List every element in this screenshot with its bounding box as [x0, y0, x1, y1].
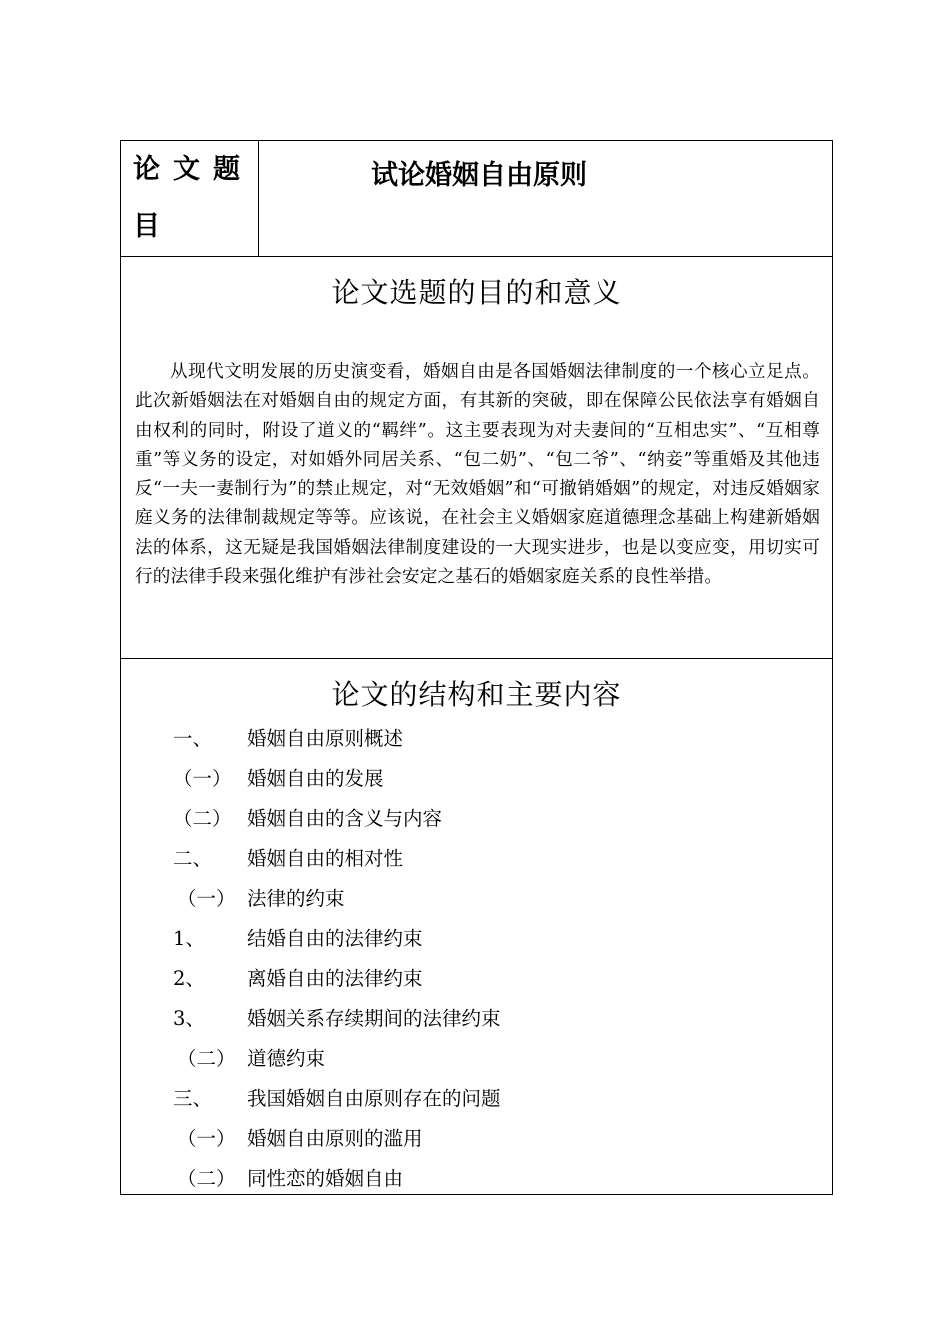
outline-number: （二）	[173, 807, 232, 830]
thesis-title-row	[121, 141, 832, 256]
outline-number: 一、	[173, 727, 213, 750]
outline-number: （一）	[177, 1127, 236, 1150]
outline-text: 我国婚姻自由原则存在的问题	[247, 1087, 501, 1110]
outline-text: 婚姻自由的相对性	[247, 847, 404, 870]
outline-item	[121, 797, 832, 837]
outline-item	[121, 917, 832, 957]
purpose-paragraph: 从现代文明发展的历史演变看，婚姻自由是各国婚姻法律制度的一个核心立足点。此次新婚姻法在对婚姻自由的规定方面，有其新的突破，即在保障公民依法享有婚姻自由权利的同时，附设了道义的“羁绊”。这主要表现为对夫妻间的“互相忠实”、“互相尊重”等义务的设定，对如婚外同居关系、“包二奶”、“包二爷”、“纳妾”等重婚及其他违反“一夫一妻制行为”的禁止规定，对“无效婚姻”和“可撤销婚姻”的规定，对违反婚姻家庭义务的法律制裁规定等等。应该说，在社会主义婚姻家庭道德理念基础上构建新婚姻法的体系，这无疑是我国婚姻法律制度建设的一大现实进步，也是以变应变，用切实可行的法律手段来强化维护有涉社会安定之基石的婚姻家庭关系的良性举措。	[135, 362, 820, 588]
thesis-proposal-table	[120, 140, 833, 1195]
outline-number: 三、	[173, 1087, 213, 1110]
outline-number: 二、	[173, 847, 213, 870]
outline-number: （一）	[173, 767, 232, 790]
outline-text: 婚姻自由的含义与内容	[247, 807, 443, 830]
structure-heading: 论文的结构和主要内容	[331, 678, 622, 711]
purpose-heading: 论文选题的目的和意义	[331, 276, 622, 309]
outline-text: 法律的约束	[247, 887, 345, 910]
structure-section	[121, 658, 832, 1194]
outline-item	[121, 877, 832, 917]
outline-number: 1、	[173, 927, 205, 950]
outline-text: 道德约束	[247, 1047, 326, 1070]
outline-text: 结婚自由的法律约束	[247, 927, 423, 950]
purpose-section	[121, 256, 832, 658]
outline-text: 婚姻关系存续期间的法律约束	[247, 1007, 501, 1030]
outline-item	[121, 837, 832, 877]
outline-number: （一）	[177, 887, 236, 910]
thesis-title-value: 试论婚姻自由原则	[371, 160, 587, 191]
outline-list	[121, 717, 832, 1197]
outline-text: 婚姻自由的发展	[247, 767, 384, 790]
outline-number: 3、	[173, 1007, 205, 1030]
outline-item	[121, 717, 832, 757]
outline-item	[121, 1157, 832, 1197]
outline-number: 2、	[173, 967, 205, 990]
outline-text: 婚姻自由原则概述	[247, 727, 404, 750]
outline-item	[121, 957, 832, 997]
outline-item	[121, 997, 832, 1037]
outline-item	[121, 1037, 832, 1077]
outline-item	[121, 1077, 832, 1117]
outline-text: 同性恋的婚姻自由	[247, 1167, 404, 1190]
outline-item	[121, 1117, 832, 1157]
thesis-title-label: 论文题目	[121, 141, 259, 256]
outline-text: 婚姻自由原则的滥用	[247, 1127, 423, 1150]
outline-number: （二）	[177, 1047, 236, 1070]
outline-item	[121, 757, 832, 797]
outline-text: 离婚自由的法律约束	[247, 967, 423, 990]
outline-number: （二）	[177, 1167, 236, 1190]
